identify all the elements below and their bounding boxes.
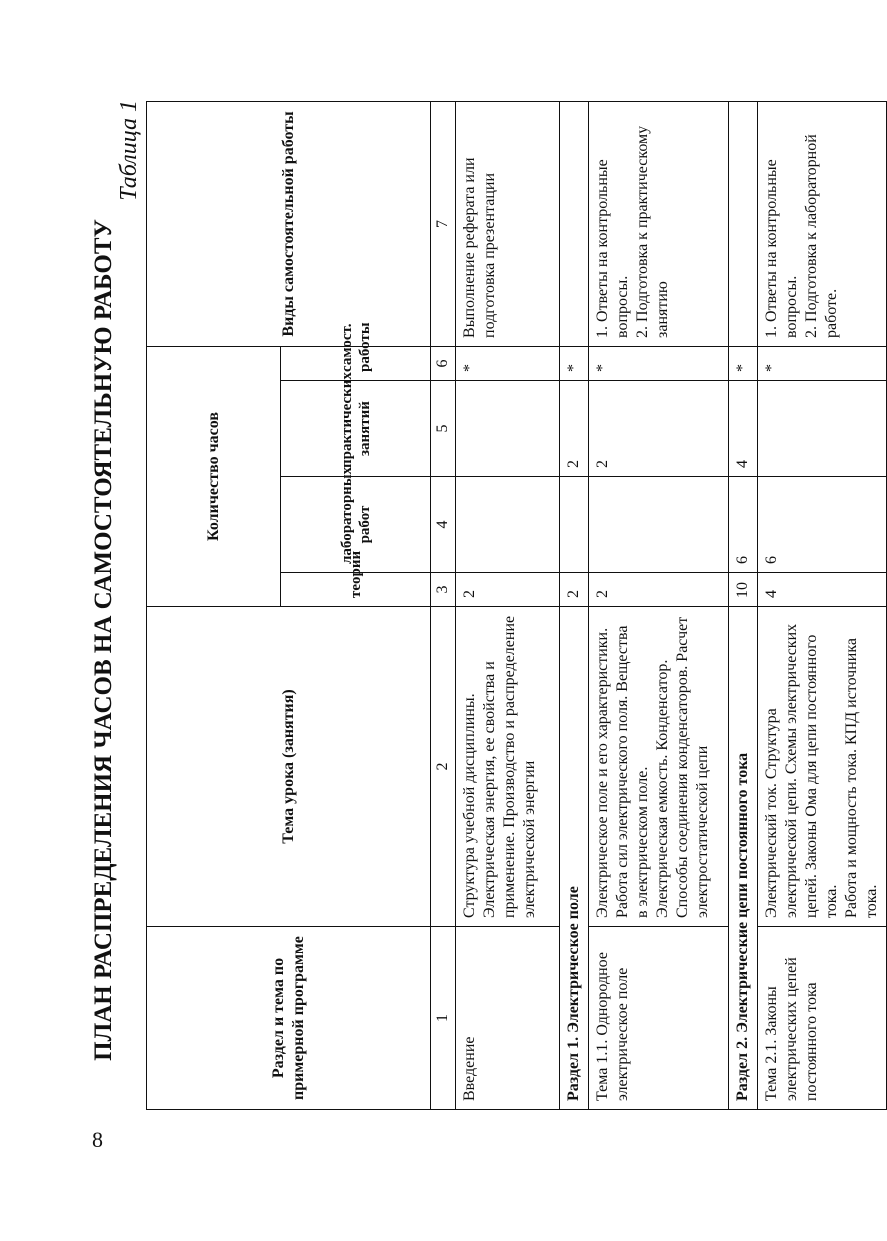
- rotated-page-content: [88, 100, 880, 1110]
- kinds-cell: Выполнение реферата или подготовка презентации: [456, 101, 560, 346]
- page-number: 8: [92, 1127, 103, 1152]
- column-number: 1: [431, 927, 456, 1110]
- kinds-line: 2. Подготовка к лабораторной работе.: [803, 134, 840, 338]
- header-kinds: Виды самостоятельной работы: [147, 101, 431, 346]
- column-numbers-row: [431, 101, 456, 1109]
- theory-cell: 2: [589, 573, 729, 607]
- section-title-cell: [729, 607, 758, 1110]
- practice-cell: 2: [560, 381, 589, 477]
- theory-cell: 4: [758, 573, 887, 607]
- topic-cell: Структура учебной дисциплины. Электрическая энергия, ее свойства и применение. Производство и распределение электрической энергии: [456, 607, 560, 927]
- topic-line: Электрическое поле и его характеристики. Работа сил электрического поля. Вещества в электрическом поле.: [594, 625, 651, 918]
- table-row: [758, 101, 887, 1109]
- table-row: [456, 101, 560, 1109]
- practice-cell: 2: [589, 381, 729, 477]
- labs-cell: [589, 477, 729, 573]
- section-title-prefix: Раздел 1.: [565, 1036, 582, 1101]
- selfwork-cell: *: [729, 346, 758, 380]
- header-hours: Количество часов: [147, 346, 281, 606]
- table-row: [589, 101, 729, 1109]
- column-number: 5: [431, 381, 456, 477]
- column-number: 3: [431, 573, 456, 607]
- labs-cell: [456, 477, 560, 573]
- header-theory: теории: [281, 573, 431, 607]
- document-title: ПЛАН РАСПРЕДЕЛЕНИЯ ЧАСОВ НА САМОСТОЯТЕЛЬНУЮ РАБОТУ: [90, 219, 117, 1061]
- section-cell: Тема 2.1. Законы электрических цепей постоянного тока: [758, 927, 887, 1110]
- selfwork-cell: *: [560, 346, 589, 380]
- section-title-prefix: Раздел 2.: [734, 1036, 751, 1101]
- topic-cell: [758, 607, 887, 927]
- section-title: Электрические цепи постоянного тока: [734, 752, 751, 1033]
- table-label: Таблица 1: [116, 100, 142, 201]
- section-row: [729, 101, 758, 1109]
- header-section: Раздел и тема по примерной программе: [147, 927, 431, 1110]
- header-selfwork: самост. работы: [281, 346, 431, 380]
- theory-cell: 2: [560, 573, 589, 607]
- column-number: 2: [431, 607, 456, 927]
- practice-cell: 4: [729, 381, 758, 477]
- kinds-cell: [560, 101, 589, 346]
- header-topic: Тема урока (занятия): [147, 607, 431, 927]
- section-title-cell: [560, 607, 589, 1110]
- selfwork-cell: *: [589, 346, 729, 380]
- labs-cell: 6: [729, 477, 758, 573]
- selfwork-cell: *: [758, 346, 887, 380]
- kinds-cell: [729, 101, 758, 346]
- kinds-cell: [589, 101, 729, 346]
- labs-cell: [560, 477, 589, 573]
- theory-cell: 10: [729, 573, 758, 607]
- kinds-cell: [758, 101, 887, 346]
- column-number: 4: [431, 477, 456, 573]
- kinds-line: 1. Ответы на контрольные вопросы.: [763, 159, 800, 338]
- header-labs: лабораторных работ: [281, 477, 431, 573]
- column-number: 6: [431, 346, 456, 380]
- kinds-line: 2. Подготовка к практическому занятию: [634, 125, 671, 338]
- hours-plan-table: [146, 101, 887, 1110]
- header-practice: практических занятий: [281, 381, 431, 477]
- topic-line: Электрический ток. Структура электрической цепи. Схемы электрических цепей. Законы Ома для цепи постоянного тока.: [763, 623, 840, 918]
- section-row: [560, 101, 589, 1109]
- section-cell: Тема 1.1. Однородное электрическое поле: [589, 927, 729, 1110]
- section-title: Электрическое поле: [565, 886, 582, 1033]
- column-number: 7: [431, 101, 456, 346]
- topic-line: Работа и мощность тока. КПД источника тока.: [843, 638, 880, 918]
- practice-cell: [456, 381, 560, 477]
- topic-cell: [589, 607, 729, 927]
- practice-cell: [758, 381, 887, 477]
- theory-cell: 2: [456, 573, 560, 607]
- kinds-line: 1. Ответы на контрольные вопросы.: [594, 159, 631, 338]
- section-cell: Введение: [456, 927, 560, 1110]
- topic-line: Электрическая емкость. Конденсатор. Способы соединения конденсаторов. Расчет электростатической цепи: [654, 616, 711, 918]
- selfwork-cell: *: [456, 346, 560, 380]
- labs-cell: 6: [758, 477, 887, 573]
